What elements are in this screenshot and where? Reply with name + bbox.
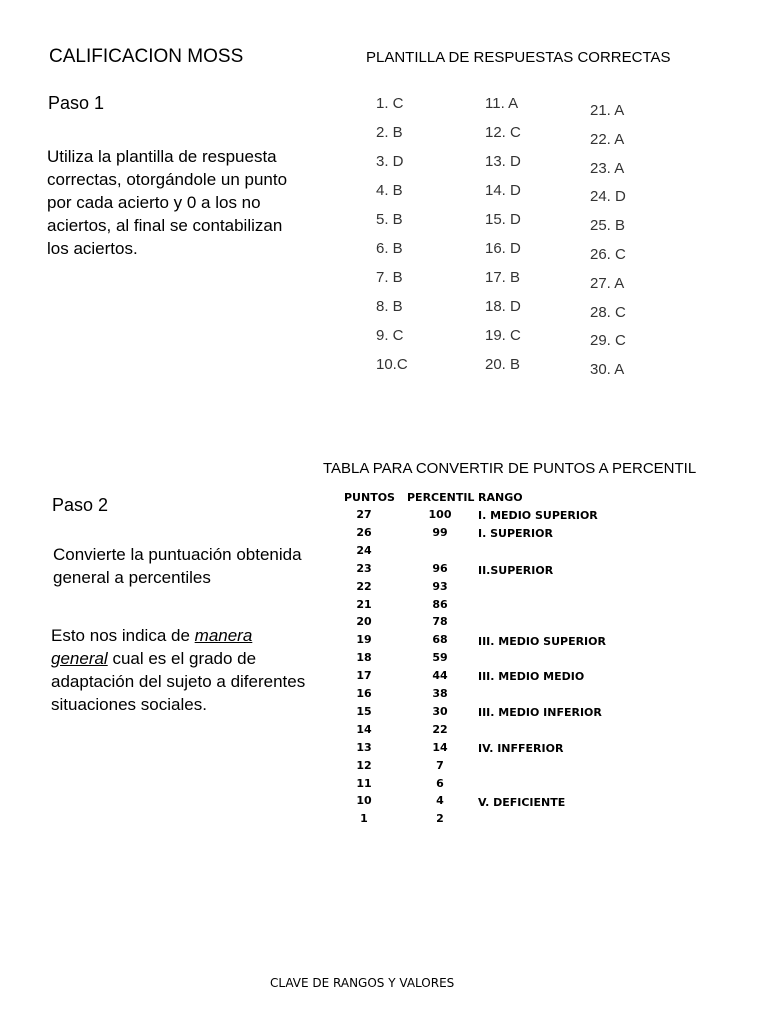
answer-item: 26. C (590, 246, 626, 263)
table-cell-puntos: 11 (356, 776, 372, 790)
step2-text: Convierte la puntuación obtenida general a percentiles (53, 545, 302, 587)
answer-item: 2. B (376, 124, 403, 141)
step2-label: Paso 2 (52, 495, 109, 515)
explanation-emphasis: manera general (51, 626, 253, 668)
answer-item: 4. B (376, 182, 403, 199)
table-cell-percentil: 2 (436, 812, 444, 826)
table-cell-puntos: 15 (356, 704, 372, 718)
answer-item: 5. B (376, 211, 403, 228)
explanation-text-start: Esto nos indica de (51, 626, 195, 645)
answer-item: 17. B (485, 269, 521, 286)
header-percentil: PERCENTIL (407, 491, 475, 504)
table-cell-percentil: 7 (436, 758, 444, 772)
header-rango: RANGO (478, 491, 523, 504)
table-cell-puntos: 26 (356, 525, 372, 539)
step1-label: Paso 1 (48, 93, 105, 113)
table-cell-rango: III. MEDIO MEDIO (478, 670, 585, 683)
table-cell-rango: V. DEFICIENTE (478, 796, 566, 809)
table-cell-puntos: 14 (356, 722, 372, 736)
answer-item: 23. A (590, 159, 625, 177)
answer-item: 25. B (590, 217, 626, 235)
table-cell-puntos: 20 (356, 615, 372, 629)
answer-item: 6. B (376, 240, 403, 257)
table-cell-percentil: 14 (432, 740, 448, 754)
answer-item: 27. A (590, 274, 625, 292)
answer-item: 10.C (376, 356, 408, 373)
table-cell-percentil: 38 (432, 687, 448, 700)
table-cell-puntos: 19 (356, 633, 372, 647)
answer-item: 29. C (590, 332, 626, 350)
answer-item: 19. C (485, 327, 521, 344)
answer-item: 11. A (485, 95, 519, 112)
answer-item: 20. B (485, 356, 521, 373)
conversion-table-title: TABLA PARA CONVERTIR DE PUNTOS A PERCENTIL (323, 460, 697, 477)
table-cell-percentil: 44 (432, 669, 448, 683)
table-cell-percentil: 99 (432, 525, 448, 539)
table-cell-puntos: 22 (356, 579, 372, 593)
table-cell-puntos: 18 (356, 651, 372, 665)
table-cell-percentil: 6 (436, 776, 444, 790)
table-cell-percentil: 93 (432, 579, 448, 593)
table-cell-percentil: 78 (432, 615, 448, 629)
answer-item: 16. D (485, 240, 521, 257)
table-cell-puntos: 12 (356, 758, 372, 772)
table-cell-rango: I. SUPERIOR (478, 527, 553, 540)
table-cell-puntos: 17 (356, 669, 372, 683)
answer-item: 3. D (376, 153, 404, 170)
explanation-text-end: cual es el grado de adaptación del sujeto a diferentes situaciones sociales. (51, 649, 306, 714)
header-puntos: PUNTOS (344, 491, 395, 504)
step1-text: Utiliza la plantilla de respuesta correctas, otorgándole un punto por cada acierto y 0 a los no aciertos, al final se contabilizan los aciertos. (47, 147, 288, 258)
table-cell-percentil: 22 (432, 722, 448, 736)
answer-item: 8. B (376, 298, 403, 315)
table-cell-puntos: 24 (356, 543, 372, 557)
answer-item: 7. B (376, 269, 403, 286)
table-cell-rango: I. MEDIO SUPERIOR (478, 509, 598, 522)
table-cell-puntos: 13 (356, 740, 372, 754)
table-cell-puntos: 1 (360, 812, 368, 826)
table-cell-puntos: 21 (356, 597, 372, 611)
answer-item: 24. D (590, 188, 626, 206)
table-cell-percentil: 86 (432, 597, 448, 611)
answer-item: 12. C (485, 124, 521, 141)
table-cell-puntos: 23 (356, 561, 372, 575)
answer-item: 22. A (590, 130, 625, 148)
answer-key-title: PLANTILLA DE RESPUESTAS CORRECTAS (366, 49, 671, 66)
footer-caption: CLAVE DE RANGOS Y VALORES (270, 976, 455, 990)
answer-item: 13. D (485, 153, 521, 170)
table-cell-rango: IV. INFFERIOR (478, 742, 564, 755)
table-cell-puntos: 16 (356, 687, 372, 700)
table-cell-percentil: 59 (432, 651, 448, 665)
table-cell-puntos: 27 (356, 508, 372, 521)
answer-item: 30. A (590, 361, 625, 379)
answer-item: 1. C (376, 95, 404, 112)
table-cell-rango: III. MEDIO INFERIOR (478, 706, 602, 719)
table-cell-rango: III. MEDIO SUPERIOR (478, 635, 606, 648)
table-cell-percentil: 30 (432, 704, 448, 718)
table-cell-percentil: 4 (436, 794, 444, 808)
answer-item: 21. A (590, 102, 625, 119)
answer-item: 18. D (485, 298, 521, 315)
table-cell-rango: II.SUPERIOR (478, 564, 554, 577)
table-cell-percentil: 68 (432, 633, 448, 647)
answer-item: 15. D (485, 211, 521, 228)
table-cell-puntos: 10 (356, 794, 372, 808)
table-cell-percentil: 96 (432, 561, 448, 575)
answer-item: 28. C (590, 303, 626, 321)
step2-explanation (51, 624, 311, 716)
answer-item: 9. C (376, 327, 404, 344)
page-title: CALIFICACION MOSS (49, 46, 244, 67)
table-cell-percentil: 100 (428, 508, 452, 521)
answer-item: 14. D (485, 182, 521, 199)
